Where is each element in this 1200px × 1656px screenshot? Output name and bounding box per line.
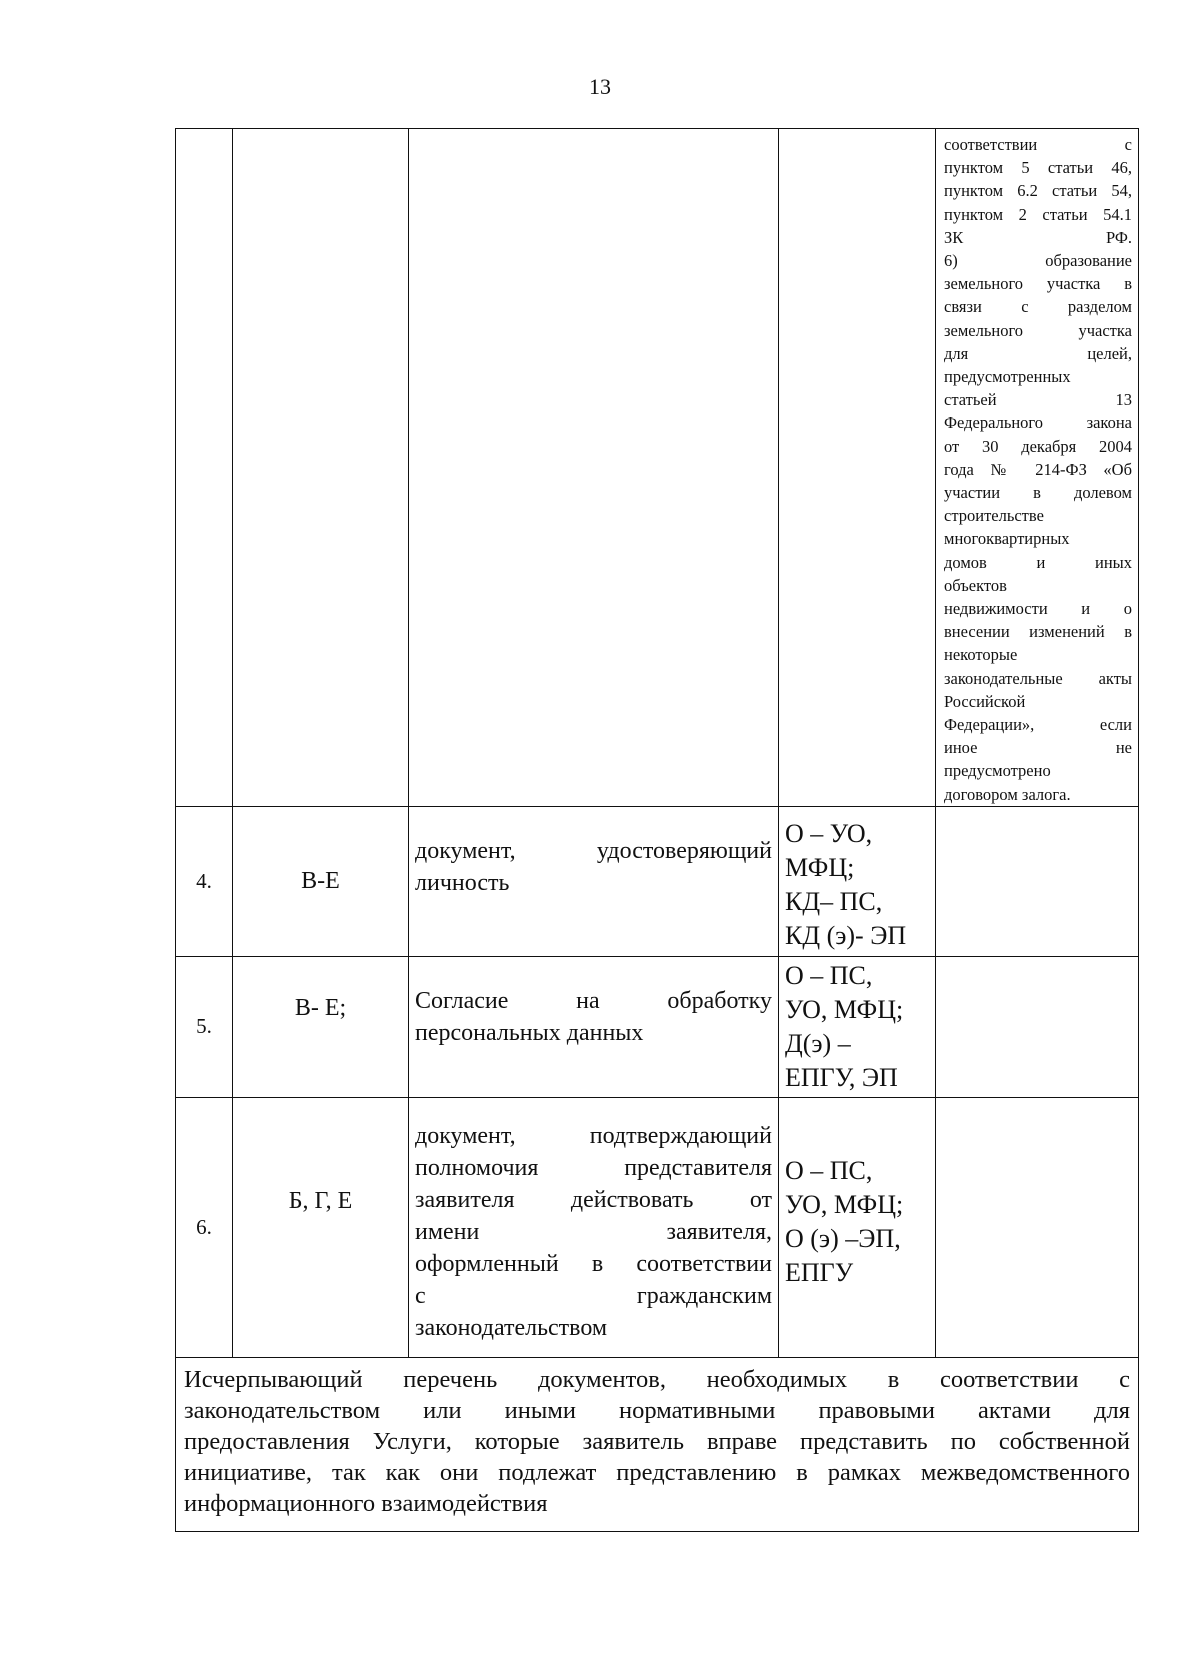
note-line: домов и иных bbox=[944, 552, 1132, 572]
note-line: недвижимости и о bbox=[944, 599, 1132, 619]
note-line: законодательные акты bbox=[944, 668, 1132, 688]
documents-table bbox=[175, 128, 1139, 1532]
note-line: Российской bbox=[944, 691, 1026, 711]
table-row bbox=[176, 806, 1139, 956]
note-line: Федерации», если bbox=[944, 715, 1132, 735]
description-line: имени заявителя, bbox=[415, 1218, 772, 1245]
form-line: О – УО, bbox=[785, 818, 873, 848]
row-note bbox=[936, 806, 1139, 956]
form-line: О – ПС, bbox=[785, 960, 873, 990]
description-line: оформленный в соответствии bbox=[415, 1250, 772, 1277]
form-line: МФЦ; bbox=[785, 852, 855, 882]
row-description bbox=[409, 1097, 779, 1357]
note-line: многоквартирных bbox=[944, 529, 1070, 549]
table-row-continued bbox=[176, 129, 1139, 807]
note-line: связи с разделом bbox=[944, 297, 1132, 317]
row-form bbox=[779, 956, 936, 1097]
row-note bbox=[936, 956, 1139, 1097]
form-line: ЕПГУ bbox=[785, 1257, 854, 1287]
form-line: УО, МФЦ; bbox=[785, 1189, 904, 1219]
description-line: документ, удостоверяющий bbox=[415, 837, 772, 864]
note-line: объектов bbox=[944, 575, 1007, 595]
note-line: предусмотрено bbox=[944, 761, 1051, 781]
row-form bbox=[779, 806, 936, 956]
form-line: О – ПС, bbox=[785, 1155, 873, 1185]
footer-line: предоставления Услуги, которые заявитель вправе представить по собственной bbox=[184, 1427, 1130, 1455]
description-line: персональных данных bbox=[415, 1019, 644, 1046]
row-number: 5. bbox=[176, 956, 233, 1097]
table-row bbox=[176, 1097, 1139, 1357]
note-line: договором залога. bbox=[944, 784, 1071, 804]
note-line: года № 214-ФЗ «Об bbox=[944, 459, 1132, 479]
form-line: КД– ПС, bbox=[785, 886, 883, 916]
description-line: Согласие на обработку bbox=[415, 987, 772, 1014]
description-line: личность bbox=[415, 869, 510, 896]
footer-line: информационного взаимодействия bbox=[184, 1489, 548, 1517]
note-line: статьей 13 bbox=[944, 390, 1132, 410]
form-line: Д(э) – bbox=[785, 1028, 851, 1058]
cell-form bbox=[779, 129, 936, 807]
footer-cell bbox=[176, 1357, 1139, 1531]
row-note bbox=[936, 1097, 1139, 1357]
footer-line: инициативе, так как они подлежат представлению в рамках межведомственного bbox=[184, 1458, 1130, 1486]
note-line: некоторые bbox=[944, 645, 1018, 665]
note-line: Федерального закона bbox=[944, 413, 1132, 433]
table-footer-row bbox=[176, 1357, 1139, 1531]
row-categories: Б, Г, Е bbox=[233, 1097, 409, 1357]
cell-number bbox=[176, 129, 233, 807]
row-description bbox=[409, 806, 779, 956]
footer-line: Исчерпывающий перечень документов, необходимых в соответствии с bbox=[184, 1365, 1130, 1393]
note-line: земельного участка bbox=[944, 320, 1132, 340]
note-line: пунктом 2 статьи 54.1 bbox=[944, 204, 1132, 224]
note-line: соответствии с bbox=[944, 135, 1132, 154]
form-line: ЕПГУ, ЭП bbox=[785, 1062, 898, 1092]
footer-line: законодательством или иными нормативными правовыми актами для bbox=[184, 1396, 1130, 1424]
description-line: с гражданским bbox=[415, 1282, 772, 1309]
row-number: 6. bbox=[176, 1097, 233, 1357]
row-form bbox=[779, 1097, 936, 1357]
description-line: законодательством bbox=[415, 1314, 608, 1341]
note-text bbox=[936, 129, 1138, 806]
description-line: полномочия представителя bbox=[415, 1154, 772, 1181]
table-row bbox=[176, 956, 1139, 1097]
note-line: для целей, bbox=[944, 343, 1132, 363]
note-line: внесении изменений в bbox=[944, 622, 1132, 642]
note-line: предусмотренных bbox=[944, 367, 1071, 387]
form-line: КД (э)- ЭП bbox=[785, 920, 907, 950]
description-line: документ, подтверждающий bbox=[415, 1122, 772, 1149]
note-line: пунктом 6.2 статьи 54, bbox=[944, 181, 1132, 201]
row-description bbox=[409, 956, 779, 1097]
row-categories: В-Е bbox=[233, 806, 409, 956]
cell-categories bbox=[233, 129, 409, 807]
row-number: 4. bbox=[176, 806, 233, 956]
note-line: 6) образование bbox=[944, 251, 1132, 271]
note-line: строительстве bbox=[944, 506, 1044, 526]
note-line: земельного участка в bbox=[944, 274, 1132, 294]
note-line: ЗК РФ. bbox=[944, 227, 1132, 247]
cell-note bbox=[936, 129, 1139, 807]
page-number: 13 bbox=[589, 74, 611, 99]
cell-description bbox=[409, 129, 779, 807]
description-line: заявителя действовать от bbox=[415, 1186, 772, 1213]
note-line: пунктом 5 статьи 46, bbox=[944, 158, 1132, 178]
note-line: участии в долевом bbox=[944, 483, 1132, 503]
form-line: О (э) –ЭП, bbox=[785, 1223, 901, 1253]
row-categories: В- Е; bbox=[233, 956, 409, 1097]
form-line: УО, МФЦ; bbox=[785, 994, 904, 1024]
note-line: иное не bbox=[944, 738, 1132, 758]
note-line: от 30 декабря 2004 bbox=[944, 436, 1132, 456]
